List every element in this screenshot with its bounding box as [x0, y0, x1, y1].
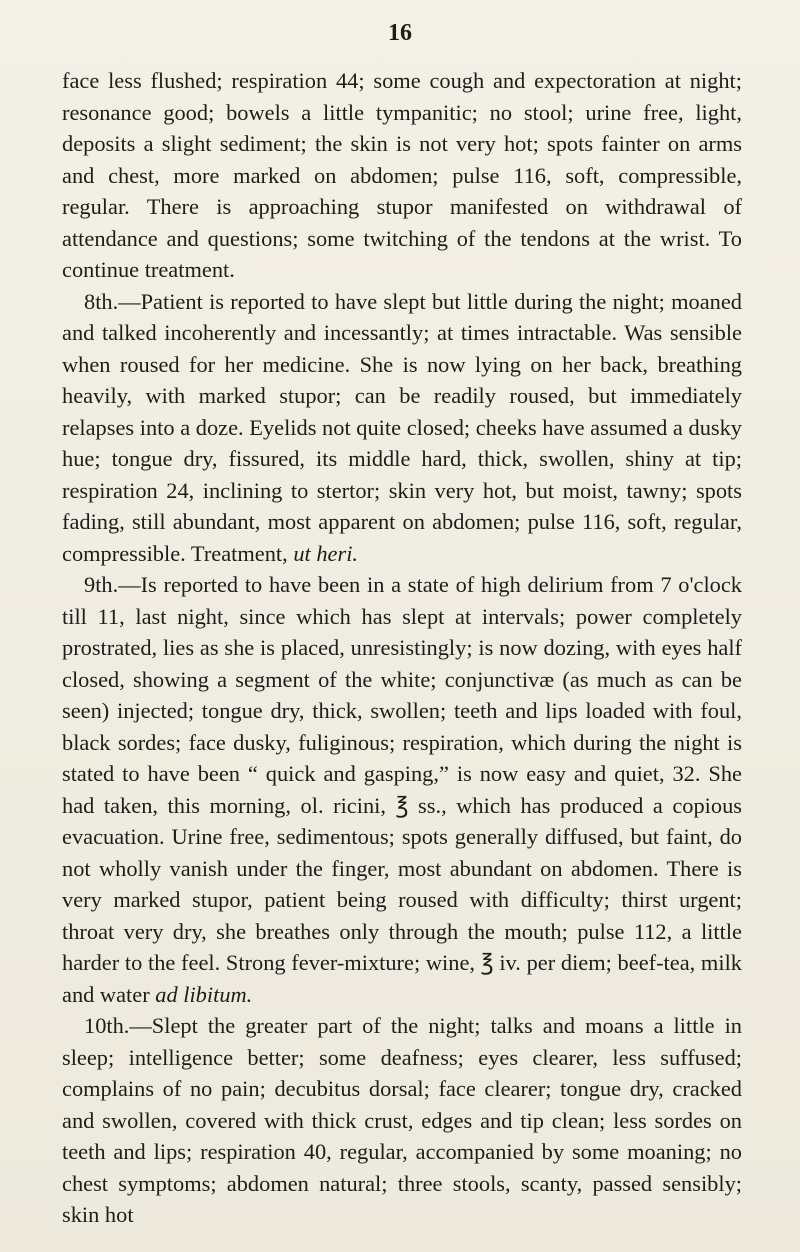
- paragraph-8th: 8th.—Patient is reported to have slept but little during the night; moaned and talked incoherently and incessantly; at times intractable. Was sensible when roused for her medicine. She is now lying on her back, breathing heavily, with marked stupor; can be readily roused, but immediately relapses into a doze. Eyelids not quite closed; cheeks have assumed a dusky hue; tongue dry, fissured, its middle hard, thick, swollen, shiny at tip; respiration 24, inclining to stertor; skin very hot, but moist, tawny; spots fading, still abundant, most apparent on abdomen; pulse 116, soft, regular, compressible. Treatment, ut heri.: [62, 288, 742, 566]
- page-number: 16: [388, 20, 412, 46]
- italic-phrase: ad libitum.: [155, 981, 253, 1007]
- italic-phrase: ut heri.: [293, 540, 359, 566]
- paragraph-continuation: face less flushed; respiration 44; some cough and expectoration at night; resonance good; bowels a little tympanitic; no stool; urine free, light, deposits a slight sediment; the skin is not very hot; spots fainter on arms and chest, more marked on abdomen; pulse 116, soft, compressible, regular. There is approaching stupor manifested on withdrawal of attendance and questions; some twitching of the tendons at the wrist. To continue treatment.: [62, 68, 742, 282]
- paragraph-9th: 9th.—Is reported to have been in a state of high delirium from 7 o'clock till 11, last night, since which has slept at intervals; power completely prostrated, lies as she is placed, unresistingly; is now dozing, with eyes half closed, showing a segment of the white; conjunctivæ (as much as can be seen) injected; tongue dry, thick, swollen; teeth and lips loaded with foul, black sordes; face dusky, fuliginous; respiration, which during the night is stated to have been “ quick and gasping,” is now easy and quiet, 32. She had taken, this morning, ol. ricini, ℥ ss., which has produced a copious evacuation. Urine free, sedimentous; spots generally diffused, but faint, do not wholly vanish under the finger, most abundant on abdomen. There is very marked stupor, patient being roused with difficulty; thirst urgent; throat very dry, she breathes only through the mouth; pulse 112, a little harder to the feel. Strong fever-mixture; wine, ℥ iv. per diem; beef-tea, milk and water ad libitum.: [62, 572, 742, 1007]
- body-text: [62, 65, 742, 1231]
- paragraph-10th: 10th.—Slept the greater part of the night; talks and moans a little in sleep; intelligence better; some deafness; eyes clearer, less suffused; complains of no pain; decubitus dorsal; face clearer; tongue dry, cracked and swollen, covered with thick crust, edges and tip clean; less sordes on teeth and lips; respiration 40, regular, accompanied by some moaning; no chest symptoms; abdomen natural; three stools, scanty, passed sensibly; skin hot: [62, 1013, 742, 1227]
